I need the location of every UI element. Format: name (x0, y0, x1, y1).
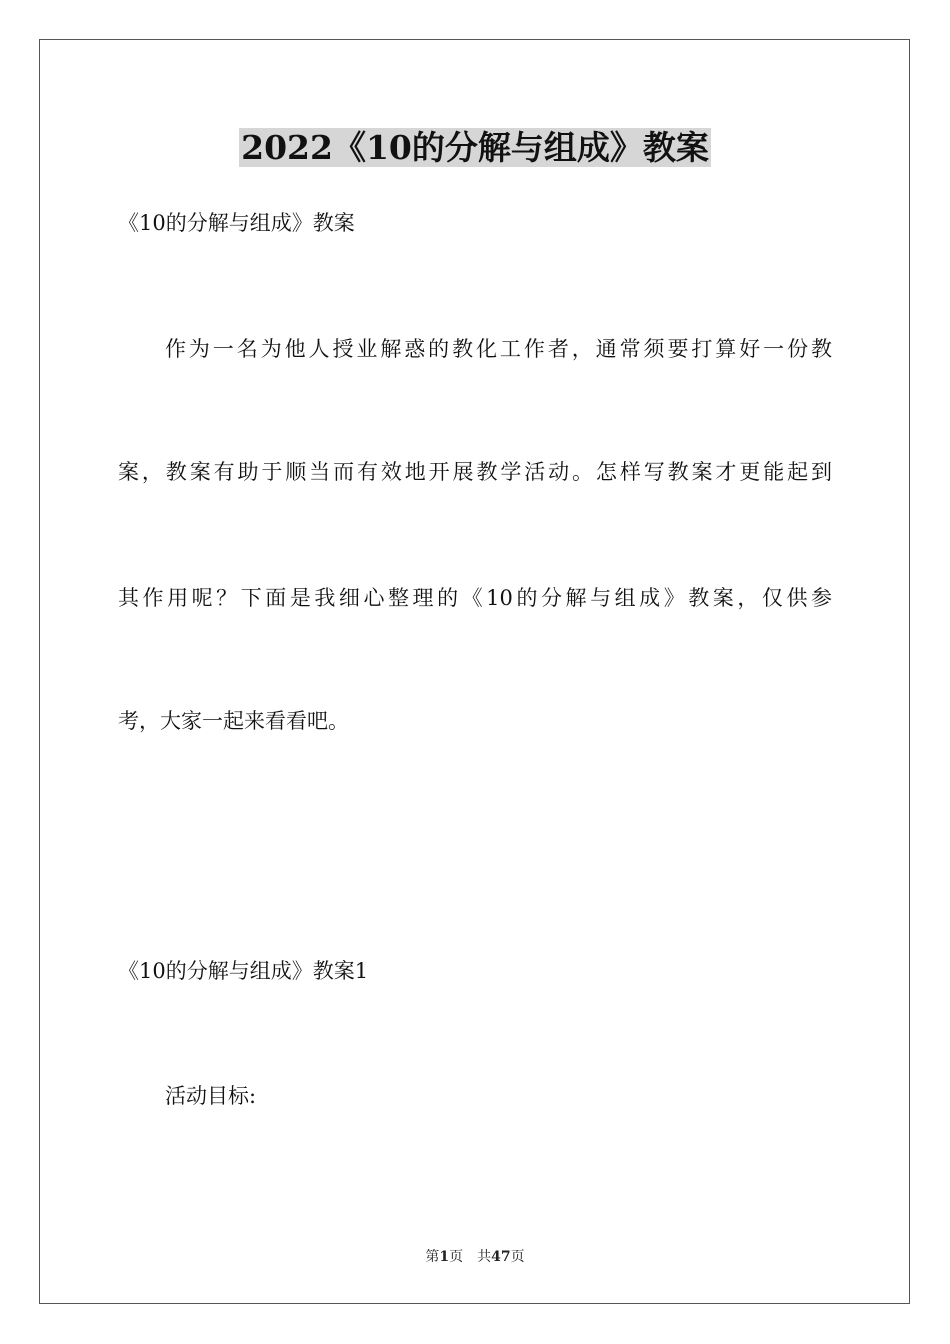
document-title-text: 2022《10的分解与组成》教案 (241, 128, 709, 167)
document-title (0, 126, 950, 170)
intro-line-3: 其作用呢？下面是我细心整理的《10的分解与组成》教案，仅供参 (118, 586, 832, 610)
page-footer (0, 1247, 950, 1267)
footer-total-suffix: 页 (510, 1249, 525, 1265)
intro-line-1: 作为一名为他人授业解惑的教化工作者，通常须要打算好一份教 (165, 337, 832, 361)
footer-page-prefix: 第 (425, 1249, 440, 1265)
intro-line-4: 考，大家一起来看看吧。 (118, 709, 349, 733)
document-subtitle: 《10的分解与组成》教案 (118, 211, 355, 235)
subsection-heading: 活动目标: (165, 1084, 257, 1108)
section-heading: 《10的分解与组成》教案1 (118, 959, 369, 983)
intro-line-2: 案，教案有助于顺当而有效地开展教学活动。怎样写教案才更能起到 (118, 460, 832, 484)
footer-total-pages: 47 (491, 1249, 511, 1265)
footer-page-number: 1 (439, 1249, 450, 1265)
footer-page-suffix: 页 (449, 1249, 464, 1265)
footer-total-prefix: 共 (477, 1249, 492, 1265)
